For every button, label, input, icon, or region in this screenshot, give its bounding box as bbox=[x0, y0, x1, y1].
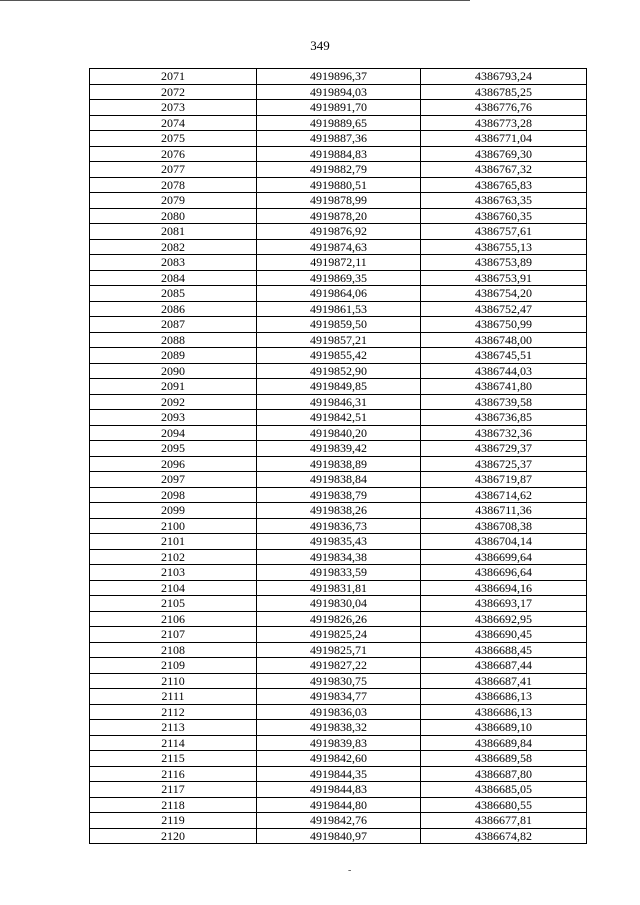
point-number-cell: 2107 bbox=[90, 627, 257, 643]
point-number-cell: 2112 bbox=[90, 704, 257, 720]
point-number-cell: 2078 bbox=[90, 177, 257, 193]
y-coordinate-cell: 4386741,80 bbox=[421, 379, 587, 395]
x-coordinate-cell: 4919859,50 bbox=[257, 317, 421, 333]
point-number-cell: 2081 bbox=[90, 224, 257, 240]
y-coordinate-cell: 4386685,05 bbox=[421, 782, 587, 798]
y-coordinate-cell: 4386693,17 bbox=[421, 596, 587, 612]
x-coordinate-cell: 4919842,60 bbox=[257, 751, 421, 767]
table-row bbox=[90, 673, 587, 689]
footer-mark: - bbox=[348, 865, 352, 876]
x-coordinate-cell: 4919839,42 bbox=[257, 441, 421, 457]
y-coordinate-cell: 4386757,61 bbox=[421, 224, 587, 240]
point-number-cell: 2119 bbox=[90, 813, 257, 829]
x-coordinate-cell: 4919838,89 bbox=[257, 456, 421, 472]
table-row bbox=[90, 208, 587, 224]
table-row bbox=[90, 394, 587, 410]
point-number-cell: 2074 bbox=[90, 115, 257, 131]
point-number-cell: 2093 bbox=[90, 410, 257, 426]
point-number-cell: 2083 bbox=[90, 255, 257, 271]
table-row bbox=[90, 410, 587, 426]
y-coordinate-cell: 4386686,13 bbox=[421, 689, 587, 705]
top-rule bbox=[0, 0, 470, 1]
point-number-cell: 2118 bbox=[90, 797, 257, 813]
x-coordinate-cell: 4919884,83 bbox=[257, 146, 421, 162]
point-number-cell: 2076 bbox=[90, 146, 257, 162]
table-row bbox=[90, 487, 587, 503]
x-coordinate-cell: 4919831,81 bbox=[257, 580, 421, 596]
x-coordinate-cell: 4919889,65 bbox=[257, 115, 421, 131]
point-number-cell: 2114 bbox=[90, 735, 257, 751]
table-row bbox=[90, 549, 587, 565]
y-coordinate-cell: 4386725,37 bbox=[421, 456, 587, 472]
table-row bbox=[90, 580, 587, 596]
y-coordinate-cell: 4386694,16 bbox=[421, 580, 587, 596]
point-number-cell: 2085 bbox=[90, 286, 257, 302]
x-coordinate-cell: 4919869,35 bbox=[257, 270, 421, 286]
table-row bbox=[90, 100, 587, 116]
point-number-cell: 2090 bbox=[90, 363, 257, 379]
x-coordinate-cell: 4919838,79 bbox=[257, 487, 421, 503]
x-coordinate-cell: 4919830,04 bbox=[257, 596, 421, 612]
x-coordinate-cell: 4919880,51 bbox=[257, 177, 421, 193]
point-number-cell: 2072 bbox=[90, 84, 257, 100]
table-row bbox=[90, 363, 587, 379]
y-coordinate-cell: 4386739,58 bbox=[421, 394, 587, 410]
x-coordinate-cell: 4919836,03 bbox=[257, 704, 421, 720]
y-coordinate-cell: 4386692,95 bbox=[421, 611, 587, 627]
table-row bbox=[90, 828, 587, 844]
x-coordinate-cell: 4919835,43 bbox=[257, 534, 421, 550]
point-number-cell: 2092 bbox=[90, 394, 257, 410]
x-coordinate-cell: 4919833,59 bbox=[257, 565, 421, 581]
point-number-cell: 2084 bbox=[90, 270, 257, 286]
table-row bbox=[90, 596, 587, 612]
table-row bbox=[90, 224, 587, 240]
x-coordinate-cell: 4919840,20 bbox=[257, 425, 421, 441]
y-coordinate-cell: 4386785,25 bbox=[421, 84, 587, 100]
y-coordinate-cell: 4386686,13 bbox=[421, 704, 587, 720]
y-coordinate-cell: 4386708,38 bbox=[421, 518, 587, 534]
table-row bbox=[90, 689, 587, 705]
table-row bbox=[90, 534, 587, 550]
table-row bbox=[90, 193, 587, 209]
table-row bbox=[90, 115, 587, 131]
y-coordinate-cell: 4386776,76 bbox=[421, 100, 587, 116]
x-coordinate-cell: 4919896,37 bbox=[257, 69, 421, 85]
x-coordinate-cell: 4919838,84 bbox=[257, 472, 421, 488]
y-coordinate-cell: 4386674,82 bbox=[421, 828, 587, 844]
point-number-cell: 2091 bbox=[90, 379, 257, 395]
y-coordinate-cell: 4386753,91 bbox=[421, 270, 587, 286]
table-row bbox=[90, 611, 587, 627]
table-row bbox=[90, 255, 587, 271]
point-number-cell: 2116 bbox=[90, 766, 257, 782]
x-coordinate-cell: 4919844,80 bbox=[257, 797, 421, 813]
point-number-cell: 2102 bbox=[90, 549, 257, 565]
x-coordinate-cell: 4919834,77 bbox=[257, 689, 421, 705]
point-number-cell: 2086 bbox=[90, 301, 257, 317]
x-coordinate-cell: 4919861,53 bbox=[257, 301, 421, 317]
table-row bbox=[90, 518, 587, 534]
point-number-cell: 2073 bbox=[90, 100, 257, 116]
table-row bbox=[90, 782, 587, 798]
y-coordinate-cell: 4386687,44 bbox=[421, 658, 587, 674]
x-coordinate-cell: 4919825,24 bbox=[257, 627, 421, 643]
x-coordinate-cell: 4919882,79 bbox=[257, 162, 421, 178]
x-coordinate-cell: 4919878,20 bbox=[257, 208, 421, 224]
x-coordinate-cell: 4919855,42 bbox=[257, 348, 421, 364]
y-coordinate-cell: 4386736,85 bbox=[421, 410, 587, 426]
y-coordinate-cell: 4386704,14 bbox=[421, 534, 587, 550]
table-row bbox=[90, 472, 587, 488]
y-coordinate-cell: 4386744,03 bbox=[421, 363, 587, 379]
point-number-cell: 2100 bbox=[90, 518, 257, 534]
point-number-cell: 2094 bbox=[90, 425, 257, 441]
x-coordinate-cell: 4919826,26 bbox=[257, 611, 421, 627]
table-row bbox=[90, 565, 587, 581]
y-coordinate-cell: 4386688,45 bbox=[421, 642, 587, 658]
point-number-cell: 2082 bbox=[90, 239, 257, 255]
table-row bbox=[90, 813, 587, 829]
y-coordinate-cell: 4386769,30 bbox=[421, 146, 587, 162]
point-number-cell: 2104 bbox=[90, 580, 257, 596]
table-row bbox=[90, 766, 587, 782]
y-coordinate-cell: 4386711,36 bbox=[421, 503, 587, 519]
table-row bbox=[90, 627, 587, 643]
table-row bbox=[90, 735, 587, 751]
table-row bbox=[90, 162, 587, 178]
y-coordinate-cell: 4386690,45 bbox=[421, 627, 587, 643]
coordinates-table-body bbox=[90, 69, 587, 844]
table-row bbox=[90, 751, 587, 767]
point-number-cell: 2095 bbox=[90, 441, 257, 457]
table-row bbox=[90, 270, 587, 286]
point-number-cell: 2071 bbox=[90, 69, 257, 85]
table-row bbox=[90, 286, 587, 302]
x-coordinate-cell: 4919878,99 bbox=[257, 193, 421, 209]
table-row bbox=[90, 239, 587, 255]
point-number-cell: 2108 bbox=[90, 642, 257, 658]
y-coordinate-cell: 4386765,83 bbox=[421, 177, 587, 193]
point-number-cell: 2088 bbox=[90, 332, 257, 348]
point-number-cell: 2110 bbox=[90, 673, 257, 689]
y-coordinate-cell: 4386687,41 bbox=[421, 673, 587, 689]
table-row bbox=[90, 379, 587, 395]
x-coordinate-cell: 4919872,11 bbox=[257, 255, 421, 271]
point-number-cell: 2101 bbox=[90, 534, 257, 550]
table-row bbox=[90, 131, 587, 147]
point-number-cell: 2115 bbox=[90, 751, 257, 767]
table-row bbox=[90, 425, 587, 441]
y-coordinate-cell: 4386696,64 bbox=[421, 565, 587, 581]
x-coordinate-cell: 4919864,06 bbox=[257, 286, 421, 302]
point-number-cell: 2080 bbox=[90, 208, 257, 224]
x-coordinate-cell: 4919838,32 bbox=[257, 720, 421, 736]
y-coordinate-cell: 4386763,35 bbox=[421, 193, 587, 209]
y-coordinate-cell: 4386719,87 bbox=[421, 472, 587, 488]
y-coordinate-cell: 4386767,32 bbox=[421, 162, 587, 178]
point-number-cell: 2075 bbox=[90, 131, 257, 147]
coordinates-table bbox=[89, 68, 587, 844]
x-coordinate-cell: 4919836,73 bbox=[257, 518, 421, 534]
table-row bbox=[90, 348, 587, 364]
point-number-cell: 2077 bbox=[90, 162, 257, 178]
point-number-cell: 2098 bbox=[90, 487, 257, 503]
x-coordinate-cell: 4919827,22 bbox=[257, 658, 421, 674]
y-coordinate-cell: 4386753,89 bbox=[421, 255, 587, 271]
x-coordinate-cell: 4919825,71 bbox=[257, 642, 421, 658]
y-coordinate-cell: 4386729,37 bbox=[421, 441, 587, 457]
x-coordinate-cell: 4919839,83 bbox=[257, 735, 421, 751]
table-row bbox=[90, 456, 587, 472]
table-row bbox=[90, 301, 587, 317]
point-number-cell: 2105 bbox=[90, 596, 257, 612]
y-coordinate-cell: 4386745,51 bbox=[421, 348, 587, 364]
point-number-cell: 2109 bbox=[90, 658, 257, 674]
y-coordinate-cell: 4386754,20 bbox=[421, 286, 587, 302]
point-number-cell: 2079 bbox=[90, 193, 257, 209]
x-coordinate-cell: 4919842,76 bbox=[257, 813, 421, 829]
y-coordinate-cell: 4386793,24 bbox=[421, 69, 587, 85]
table-row bbox=[90, 146, 587, 162]
y-coordinate-cell: 4386689,10 bbox=[421, 720, 587, 736]
y-coordinate-cell: 4386732,36 bbox=[421, 425, 587, 441]
table-row bbox=[90, 797, 587, 813]
x-coordinate-cell: 4919857,21 bbox=[257, 332, 421, 348]
point-number-cell: 2089 bbox=[90, 348, 257, 364]
table-row bbox=[90, 503, 587, 519]
y-coordinate-cell: 4386689,58 bbox=[421, 751, 587, 767]
x-coordinate-cell: 4919846,31 bbox=[257, 394, 421, 410]
x-coordinate-cell: 4919844,83 bbox=[257, 782, 421, 798]
table-row bbox=[90, 658, 587, 674]
table-row bbox=[90, 177, 587, 193]
x-coordinate-cell: 4919852,90 bbox=[257, 363, 421, 379]
table-row bbox=[90, 441, 587, 457]
table-row bbox=[90, 704, 587, 720]
x-coordinate-cell: 4919874,63 bbox=[257, 239, 421, 255]
point-number-cell: 2106 bbox=[90, 611, 257, 627]
point-number-cell: 2097 bbox=[90, 472, 257, 488]
x-coordinate-cell: 4919894,03 bbox=[257, 84, 421, 100]
table-row bbox=[90, 642, 587, 658]
point-number-cell: 2087 bbox=[90, 317, 257, 333]
table-row bbox=[90, 720, 587, 736]
y-coordinate-cell: 4386699,64 bbox=[421, 549, 587, 565]
x-coordinate-cell: 4919844,35 bbox=[257, 766, 421, 782]
page-number: 349 bbox=[310, 38, 330, 53]
point-number-cell: 2117 bbox=[90, 782, 257, 798]
x-coordinate-cell: 4919876,92 bbox=[257, 224, 421, 240]
x-coordinate-cell: 4919891,70 bbox=[257, 100, 421, 116]
table-row bbox=[90, 332, 587, 348]
point-number-cell: 2103 bbox=[90, 565, 257, 581]
table-row bbox=[90, 84, 587, 100]
point-number-cell: 2099 bbox=[90, 503, 257, 519]
y-coordinate-cell: 4386750,99 bbox=[421, 317, 587, 333]
x-coordinate-cell: 4919838,26 bbox=[257, 503, 421, 519]
x-coordinate-cell: 4919842,51 bbox=[257, 410, 421, 426]
x-coordinate-cell: 4919830,75 bbox=[257, 673, 421, 689]
point-number-cell: 2096 bbox=[90, 456, 257, 472]
table-row bbox=[90, 69, 587, 85]
y-coordinate-cell: 4386760,35 bbox=[421, 208, 587, 224]
y-coordinate-cell: 4386680,55 bbox=[421, 797, 587, 813]
y-coordinate-cell: 4386677,81 bbox=[421, 813, 587, 829]
point-number-cell: 2111 bbox=[90, 689, 257, 705]
y-coordinate-cell: 4386687,80 bbox=[421, 766, 587, 782]
x-coordinate-cell: 4919887,36 bbox=[257, 131, 421, 147]
point-number-cell: 2113 bbox=[90, 720, 257, 736]
x-coordinate-cell: 4919840,97 bbox=[257, 828, 421, 844]
y-coordinate-cell: 4386714,62 bbox=[421, 487, 587, 503]
y-coordinate-cell: 4386755,13 bbox=[421, 239, 587, 255]
point-number-cell: 2120 bbox=[90, 828, 257, 844]
table-row bbox=[90, 317, 587, 333]
x-coordinate-cell: 4919849,85 bbox=[257, 379, 421, 395]
y-coordinate-cell: 4386748,00 bbox=[421, 332, 587, 348]
y-coordinate-cell: 4386773,28 bbox=[421, 115, 587, 131]
y-coordinate-cell: 4386771,04 bbox=[421, 131, 587, 147]
x-coordinate-cell: 4919834,38 bbox=[257, 549, 421, 565]
y-coordinate-cell: 4386689,84 bbox=[421, 735, 587, 751]
y-coordinate-cell: 4386752,47 bbox=[421, 301, 587, 317]
